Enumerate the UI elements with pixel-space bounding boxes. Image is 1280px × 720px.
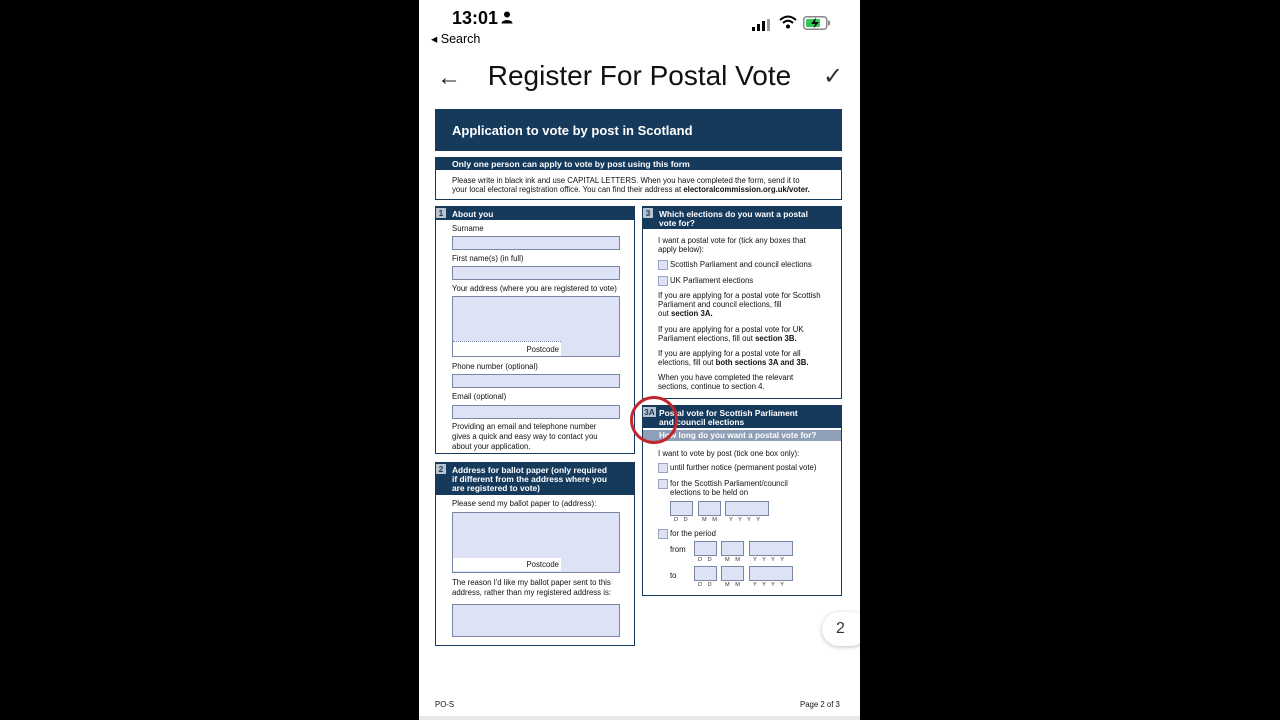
phone-field[interactable] — [452, 374, 620, 388]
touch-indicator-circle — [630, 396, 678, 444]
surname-label: Surname — [452, 224, 484, 233]
section-2-title-1: Address for ballot paper (only required — [452, 465, 607, 475]
election-year-field[interactable] — [725, 501, 769, 516]
s3-para2-line1: If you are applying for a postal vote for Scottish — [658, 291, 821, 300]
from-day-hint: D D — [698, 557, 714, 563]
specific-election-checkbox[interactable] — [658, 479, 668, 489]
postcode-label: Postcode — [526, 345, 559, 354]
from-day-field[interactable] — [694, 541, 717, 556]
s3-para3-line1: If you are applying for a postal vote for UK — [658, 325, 804, 334]
section-2-title-3: are registered to vote) — [452, 483, 540, 493]
specific-election-option-1: for the Scottish Parliament/council — [670, 479, 788, 488]
to-year-field[interactable] — [749, 566, 793, 581]
from-year-hint: Y Y Y Y — [753, 557, 786, 563]
uk-parliament-checkbox[interactable] — [658, 276, 668, 286]
section-1-number: 1 — [436, 208, 446, 218]
section-2-title-2: if different from the address where you — [452, 474, 607, 484]
election-month-hint: M M — [702, 517, 719, 523]
checkmark-icon[interactable]: ✓ — [823, 63, 844, 90]
election-year-hint: Y Y Y Y — [729, 517, 762, 523]
back-arrow-icon[interactable]: ← — [437, 64, 461, 91]
from-month-field[interactable] — [721, 541, 744, 556]
email-field[interactable] — [452, 405, 620, 419]
intro-line-2 — [452, 185, 810, 195]
section-3-title-1: Which elections do you want a postal — [659, 209, 808, 219]
s3-para1-line2: apply below): — [658, 245, 704, 254]
to-month-field[interactable] — [721, 566, 744, 581]
pdf-document-page[interactable] — [419, 100, 860, 716]
s3-para2-out: out — [658, 309, 672, 318]
phone-screen — [419, 0, 860, 720]
intro-link: electoralcommission.org.uk/voter. — [683, 185, 810, 194]
s3-para4-line2 — [658, 358, 809, 368]
first-names-field[interactable] — [452, 266, 620, 280]
s3-para3-section: section 3B. — [755, 334, 797, 343]
election-day-hint: D D — [674, 517, 690, 523]
section-3a-title-1: Postal vote for Scottish Parliament — [659, 408, 798, 418]
form-code: PO-S — [435, 700, 455, 709]
s3-para1-line1: I want a postal vote for (tick any boxes that — [658, 236, 806, 245]
election-day-field[interactable] — [670, 501, 693, 516]
election-month-field[interactable] — [698, 501, 721, 516]
to-month-hint: M M — [725, 582, 742, 588]
bottom-edge — [419, 716, 860, 720]
permanent-checkbox[interactable] — [658, 463, 668, 473]
form-title-bar — [435, 109, 842, 151]
section-1-about-you — [435, 206, 635, 454]
page-indicator-badge[interactable]: 2 — [822, 612, 860, 646]
intro-line-1: Please write in black ink and use CAPITAL LETTERS. When you have completed the form, send it to — [452, 176, 800, 185]
intro-banner — [436, 158, 841, 170]
email-label: Email (optional) — [452, 392, 507, 401]
to-day-field[interactable] — [694, 566, 717, 581]
scottish-parliament-checkbox[interactable] — [658, 260, 668, 270]
to-day-hint: D D — [698, 582, 714, 588]
person-icon — [501, 11, 513, 24]
page-number-label: Page 2 of 3 — [800, 700, 840, 709]
section-2-number: 2 — [436, 464, 446, 474]
form-title: Application to vote by post in Scotland — [452, 123, 693, 138]
s3-para2-line3 — [658, 309, 713, 319]
from-year-field[interactable] — [749, 541, 793, 556]
section-1-title: About you — [452, 209, 494, 219]
section-2-header — [436, 463, 634, 495]
to-year-hint: Y Y Y Y — [753, 582, 786, 588]
s3-para3-line2 — [658, 334, 797, 344]
section-3-which-elections — [642, 206, 842, 399]
s3-para5-line1: When you have completed the relevant — [658, 373, 794, 382]
s3-para2-line2: Parliament and council elections, fill — [658, 300, 782, 309]
send-to-label: Please send my ballot paper to (address): — [452, 499, 597, 508]
section-3a-subtitle: How long do you want a postal vote for? — [659, 431, 817, 440]
page-title: Register For Postal Vote — [487, 60, 792, 91]
uk-parliament-option: UK Parliament elections — [670, 276, 754, 285]
period-checkbox[interactable] — [658, 529, 668, 539]
ballot-postcode-label: Postcode — [526, 560, 559, 569]
s3-para5-line2: sections, continue to section 4. — [658, 382, 765, 391]
status-time: 13:01 — [452, 8, 499, 28]
section-3a-number: 3A — [644, 407, 655, 417]
intro-line-2-text: your local electoral registration office. You can find their address at — [452, 185, 684, 194]
phone-label: Phone number (optional) — [452, 362, 538, 371]
s3-para4-text: elections, fill out — [658, 358, 716, 367]
s3-para2-section: section 3A. — [671, 309, 713, 318]
s3-para3-text: Parliament elections, fill out — [658, 334, 756, 343]
contact-note-2: gives a quick and easy way to contact you — [452, 432, 598, 441]
back-to-search-link[interactable]: ◂ Search — [431, 32, 481, 46]
first-names-label: First name(s) (in full) — [452, 254, 524, 263]
from-month-hint: M M — [725, 557, 742, 563]
scottish-parliament-option: Scottish Parliament and council elections — [670, 260, 812, 269]
specific-election-option-2: elections to be held on — [670, 488, 749, 497]
s3a-intro: I want to vote by post (tick one box only): — [658, 449, 800, 458]
section-3-title-2: vote for? — [659, 218, 695, 228]
ballot-postcode-label-box — [453, 558, 561, 571]
period-option: for the period — [670, 529, 716, 538]
s3-para4-line1: If you are applying for a postal vote for all — [658, 349, 801, 358]
cellular-signal-icon — [752, 19, 770, 31]
section-3a-title-2: and council elections — [659, 417, 745, 427]
intro-banner-text: Only one person can apply to vote by post using this form — [452, 159, 690, 169]
section-1-header — [436, 207, 634, 220]
contact-note-1: Providing an email and telephone number — [452, 422, 597, 431]
section-2-ballot-address — [435, 462, 635, 646]
section-3-header — [643, 207, 841, 229]
section-3-number: 3 — [643, 208, 653, 218]
surname-field[interactable] — [452, 236, 620, 250]
s3-para4-sections: both sections 3A and 3B. — [715, 358, 809, 367]
wifi-icon — [779, 15, 797, 29]
contact-note-3: about your application. — [452, 442, 531, 451]
reason-line-2: address, rather than my registered address is: — [452, 588, 612, 597]
battery-charging-icon — [803, 16, 831, 30]
reason-field[interactable] — [452, 604, 620, 637]
intro-box — [435, 157, 842, 200]
address-label: Your address (where you are registered to vote) — [452, 284, 617, 293]
reason-line-1: The reason I'd like my ballot paper sent to this — [452, 578, 611, 587]
from-label: from — [670, 545, 686, 554]
to-label: to — [670, 571, 677, 580]
permanent-option: until further notice (permanent postal vote) — [670, 463, 817, 472]
postcode-label-box — [453, 341, 561, 356]
